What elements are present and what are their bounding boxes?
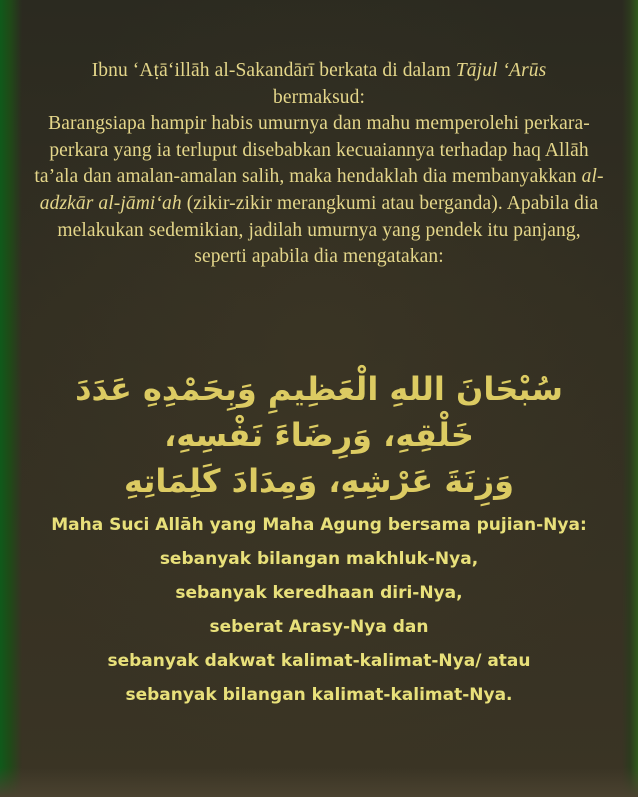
translation-line-2: sebanyak bilangan makhluk-Nya, [159,549,479,569]
intro-paragraph-part-2: (zikir-zikir merangkumi atau berganda). Apabila dia melakukan sedemikian, jadilah umurnya yang pendek itu panjang, seperti apabila dia mengatakan: [57,192,599,268]
arabic-line-1: سُبْحَانَ اللهِ الْعَظِيمِ وَبِحَمْدِهِ عَدَدَ خَلْقِهِ، وَرِضَاءَ نَفْسِهِ، [75,370,563,454]
arabic-line-2: وَزِنَةَ عَرْشِهِ، وَمِدَادَ كَلِمَاتِهِ [123,462,515,500]
intro-paragraph-part-1: Barangsiapa hampir habis umurnya dan mahu memperolehi perkara-perkara yang ia terluput disebabkan kecuaiannya terhadap haq Allāh ta’ala dan amalan-amalan salih, maka hendaklah dia membanyakkan [34,113,590,188]
intro-paragraph [30,111,608,271]
intro-text [30,58,608,271]
arabic-dhikr [36,366,602,504]
page-edge-right [622,0,638,797]
page-edge-bottom [0,767,638,797]
translation-line-4: seberat Arasy-Nya dan [209,617,429,637]
translation-line-5: sebanyak dakwat kalimat-kalimat-Nya/ atau [107,651,531,671]
translation-block [30,508,608,712]
page-edge-left [0,0,22,797]
book-title: Tājul ‘Arūs [455,60,547,81]
translation-line-1: Maha Suci Allāh yang Maha Agung bersama pujian-Nya: [51,515,587,535]
translation-line-3: sebanyak keredhaan diri-Nya, [175,583,463,603]
intro-line-2: bermaksud: [273,86,365,108]
intro-paragraph-term: al-adzkār al-jāmi‘ah [39,166,604,214]
intro-author-text: Ibnu ‘Aṭā‘illāh al-Sakandārī berkata di dalam [91,60,456,81]
translation-line-6: sebanyak bilangan kalimat-kalimat-Nya. [125,685,513,705]
intro-line-1 [30,58,608,85]
